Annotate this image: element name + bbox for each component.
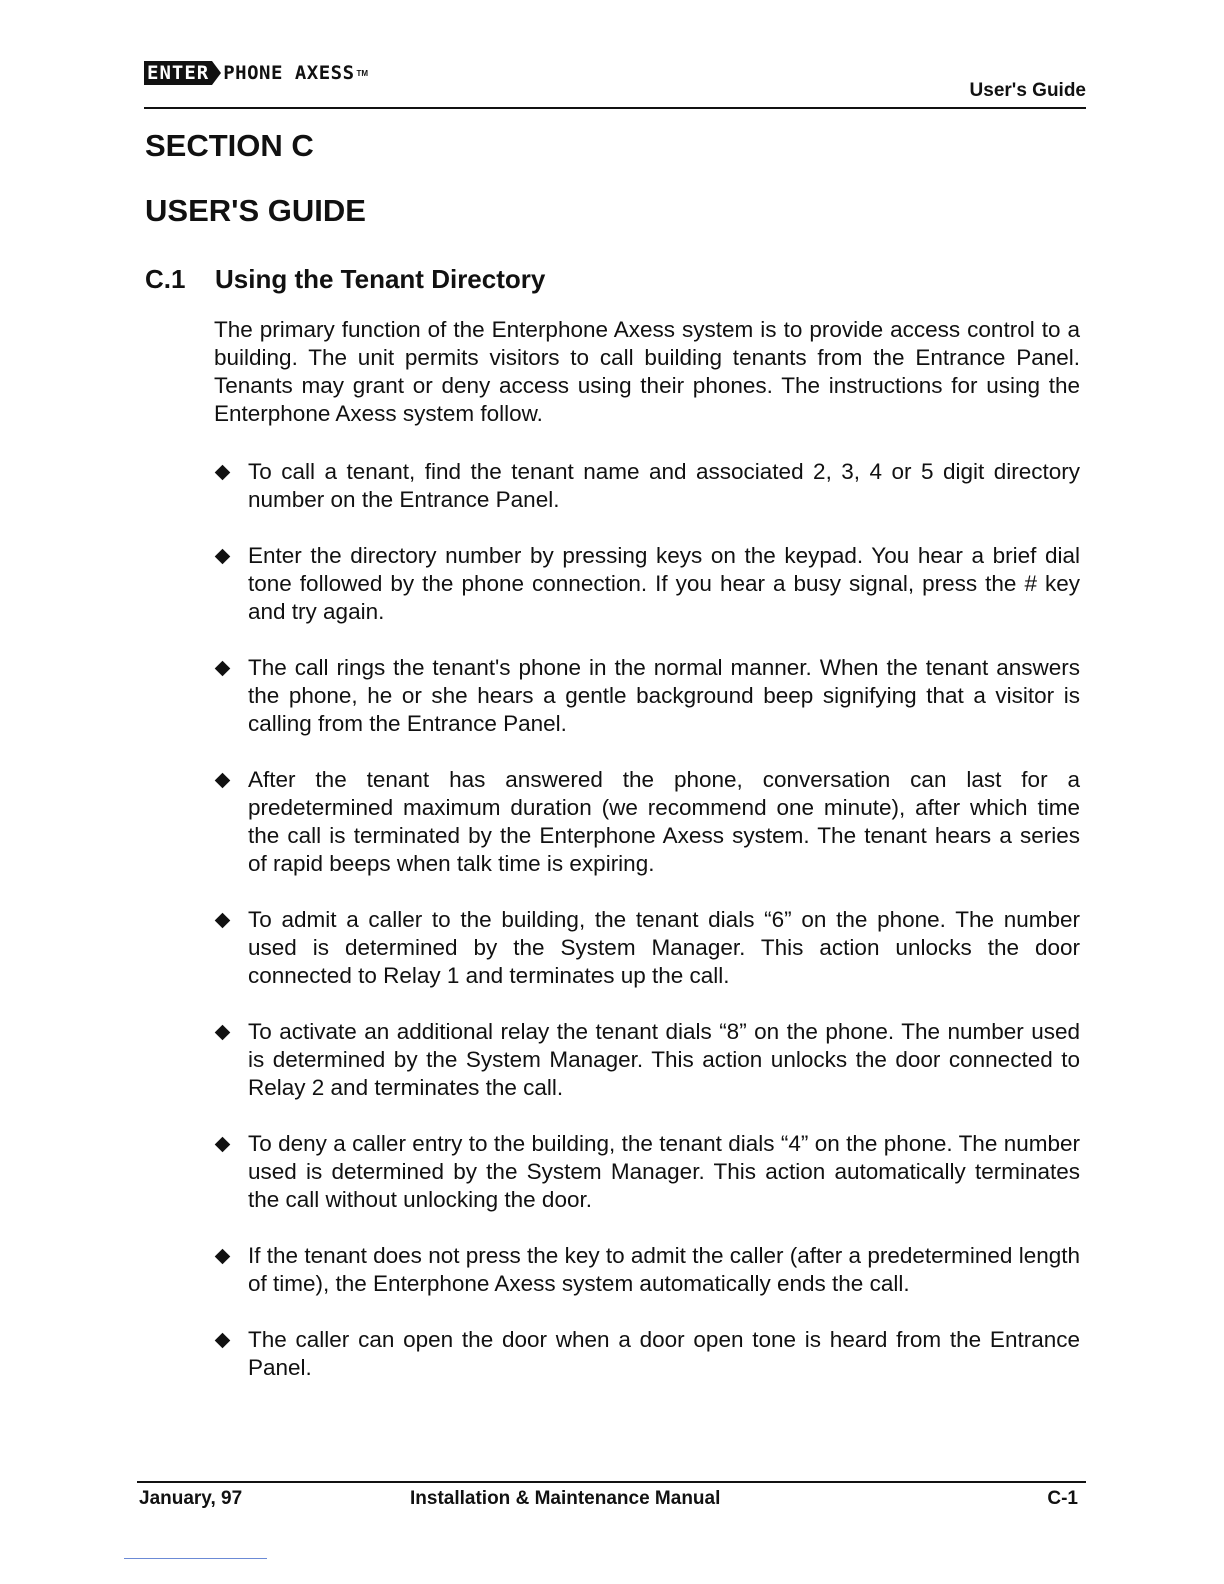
list-item-text: To admit a caller to the building, the tenant dials “6” on the phone. The number used is determined by the System Manager. This action unlocks the door connected to Relay 1 and terminates up the call. <box>248 907 1080 988</box>
enterphone-axess-logo <box>144 61 368 85</box>
logo-arrow-icon <box>212 61 221 85</box>
list-item <box>214 1018 1080 1102</box>
list-item-text: To call a tenant, find the tenant name and associated 2, 3, 4 or 5 digit directory number on the Entrance Panel. <box>248 459 1080 512</box>
diamond-bullet-icon <box>215 913 231 929</box>
header-divider <box>144 107 1086 109</box>
footer-page-number: C-1 <box>1047 1488 1078 1509</box>
list-item-text: The caller can open the door when a door open tone is heard from the Entrance Panel. <box>248 1327 1080 1380</box>
scan-artifact-line <box>124 1558 267 1559</box>
subsection-number: C.1 <box>145 264 186 294</box>
footer-divider <box>137 1481 1086 1483</box>
list-item <box>214 1130 1080 1214</box>
list-item-text: To activate an additional relay the tenant dials “8” on the phone. The number used is determined by the System Manager. This action unlocks the door connected to Relay 2 and terminates the call. <box>248 1019 1080 1100</box>
section-title: SECTION C <box>145 128 314 163</box>
list-item <box>214 458 1080 514</box>
logo-enter-box: ENTER <box>144 61 212 85</box>
diamond-bullet-icon <box>215 1333 231 1349</box>
diamond-bullet-icon <box>215 1025 231 1041</box>
list-item <box>214 906 1080 990</box>
footer-date: January, 97 <box>139 1488 243 1509</box>
logo-text: PHONE AXESS <box>223 62 355 84</box>
guide-title: USER'S GUIDE <box>145 193 366 228</box>
instruction-list <box>214 458 1080 1410</box>
list-item <box>214 542 1080 626</box>
list-item-text: To deny a caller entry to the building, the tenant dials “4” on the phone. The number used is determined by the System Manager. This action automatically terminates the call without unlocking the door. <box>248 1131 1080 1212</box>
list-item <box>214 1242 1080 1298</box>
subsection-title: Using the Tenant Directory <box>215 264 546 294</box>
diamond-bullet-icon <box>215 465 231 481</box>
diamond-bullet-icon <box>215 1249 231 1265</box>
footer-manual-title: Installation & Maintenance Manual <box>410 1488 721 1509</box>
list-item-text: After the tenant has answered the phone, conversation can last for a predetermined maximum duration (we recommend one minute), after which time the call is terminated by the Enterphone Axess system. The tenant hears a series of rapid beeps when talk time is expiring. <box>248 767 1080 876</box>
intro-paragraph: The primary function of the Enterphone Axess system is to provide access control to a building. The unit permits visitors to call building tenants from the Entrance Panel. Tenants may grant or deny access using their phones. The instructions for using the Enterphone Axess system follow. <box>214 317 1080 426</box>
page-header <box>144 56 1086 108</box>
logo-trademark: TM <box>356 68 369 78</box>
diamond-bullet-icon <box>215 1137 231 1153</box>
diamond-bullet-icon <box>215 661 231 677</box>
list-item-text: Enter the directory number by pressing keys on the keypad. You hear a brief dial tone followed by the phone connection. If you hear a busy signal, press the # key and try again. <box>248 543 1080 624</box>
diamond-bullet-icon <box>215 773 231 789</box>
list-item <box>214 766 1080 878</box>
list-item <box>214 1326 1080 1382</box>
list-item <box>214 654 1080 738</box>
diamond-bullet-icon <box>215 549 231 565</box>
subsection-heading <box>145 264 545 295</box>
header-users-guide: User's Guide <box>969 80 1086 101</box>
list-item-text: If the tenant does not press the key to admit the caller (after a predetermined length of time), the Enterphone Axess system automatically ends the call. <box>248 1243 1080 1296</box>
list-item-text: The call rings the tenant's phone in the normal manner. When the tenant answers the phone, he or she hears a gentle background beep signifying that a visitor is calling from the Entrance Panel. <box>248 655 1080 736</box>
